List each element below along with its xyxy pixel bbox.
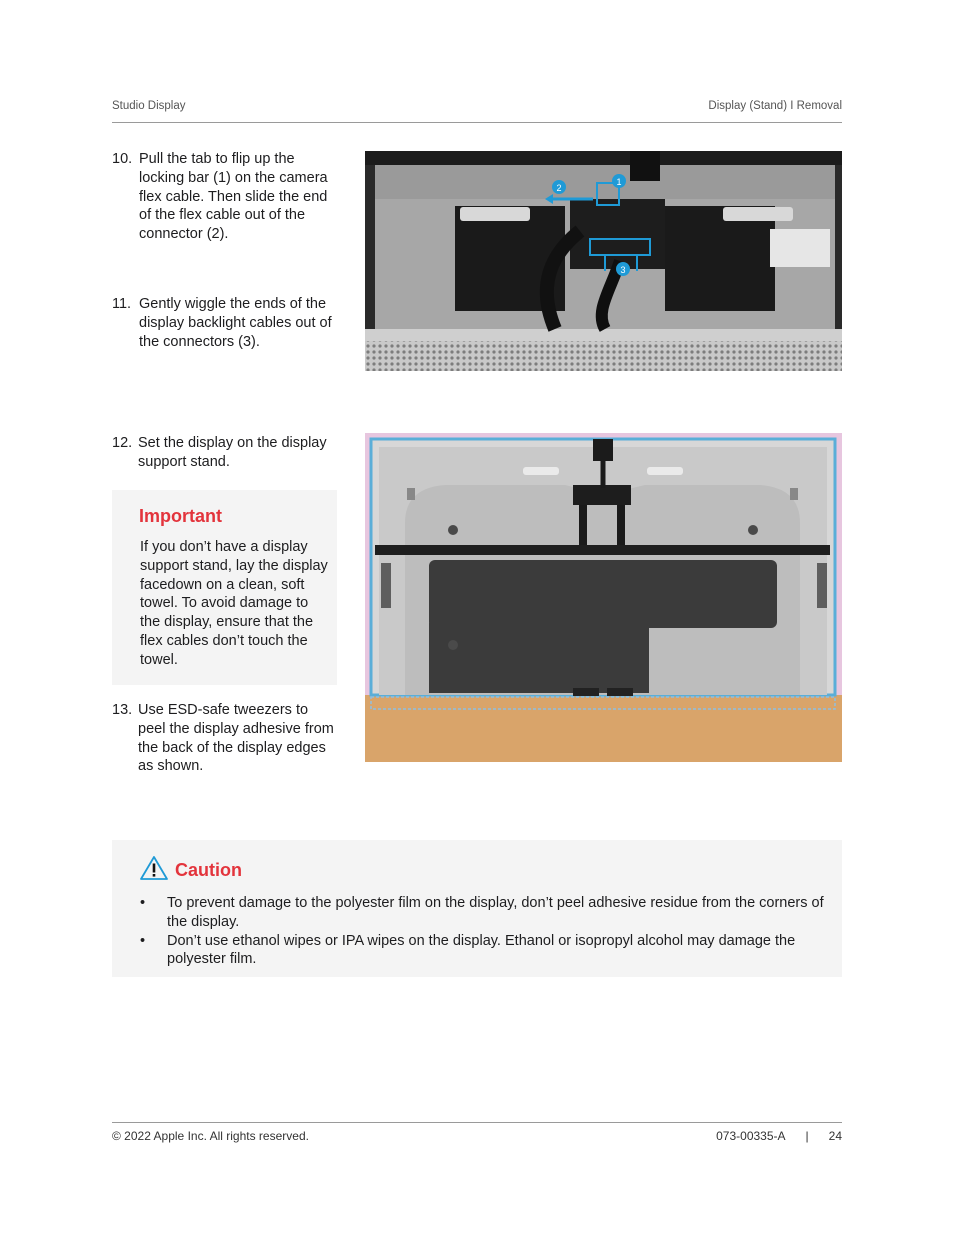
footer-divider: [112, 1122, 842, 1123]
running-header-left: Studio Display: [112, 100, 186, 112]
photo-display-on-stand: [365, 433, 842, 762]
bullet: •: [140, 895, 146, 911]
page-number: 24: [828, 1129, 842, 1143]
caution-callout: [112, 840, 842, 977]
caution-header: [139, 856, 242, 884]
footer-right: [716, 1129, 842, 1143]
step-number: 12.: [112, 435, 133, 451]
list-item: [136, 932, 826, 970]
callout-3: 3: [620, 265, 626, 275]
important-callout: [112, 490, 337, 685]
callout-2: 2: [556, 183, 562, 193]
caution-item-text: To prevent damage to the polyester film on the display, don’t peel adhesive residue from the corners of the display.: [167, 895, 824, 930]
step-text: Set the display on the display support stand.: [138, 435, 327, 470]
running-header-right: Display (Stand) I Removal: [708, 100, 842, 112]
footer-separator: |: [805, 1129, 809, 1143]
caution-title: Caution: [175, 859, 242, 880]
step-10: [112, 150, 337, 244]
caution-list: [136, 894, 826, 969]
header-divider: [112, 122, 842, 123]
important-body: If you don’t have a display support stand, lay the display facedown on a clean, soft towel. To avoid damage to the display, ensure that the flex cables don’t touch the towel.: [140, 539, 328, 668]
step-text: Pull the tab to flip up the locking bar (1) on the camera flex cable. Then slide the end of the flex cable out of the connector (2).: [139, 151, 328, 243]
bullet: •: [140, 932, 146, 949]
step-13: [112, 701, 337, 776]
important-title: Important: [139, 506, 222, 526]
warning-triangle-icon: [139, 855, 169, 886]
caution-item-text: Don’t use ethanol wipes or IPA wipes on the display. Ethanol or isopropyl alcohol may damage the polyester film.: [167, 932, 796, 968]
step-number: 11.: [112, 296, 132, 312]
footer-copyright: © 2022 Apple Inc. All rights reserved.: [112, 1129, 309, 1143]
list-item: [136, 894, 826, 932]
doc-number: 073-00335-A: [716, 1129, 786, 1143]
callout-1: 1: [616, 177, 622, 187]
step-text: Use ESD-safe tweezers to peel the display adhesive from the back of the display edges as shown.: [138, 702, 334, 775]
photo-camera-flex-connectors: [365, 151, 842, 371]
step-number: 13.: [112, 702, 133, 718]
step-12: [112, 434, 337, 472]
step-11: [112, 295, 337, 351]
step-text: Gently wiggle the ends of the display backlight cables out of the connectors (3).: [139, 296, 332, 350]
step-number: 10.: [112, 151, 133, 167]
